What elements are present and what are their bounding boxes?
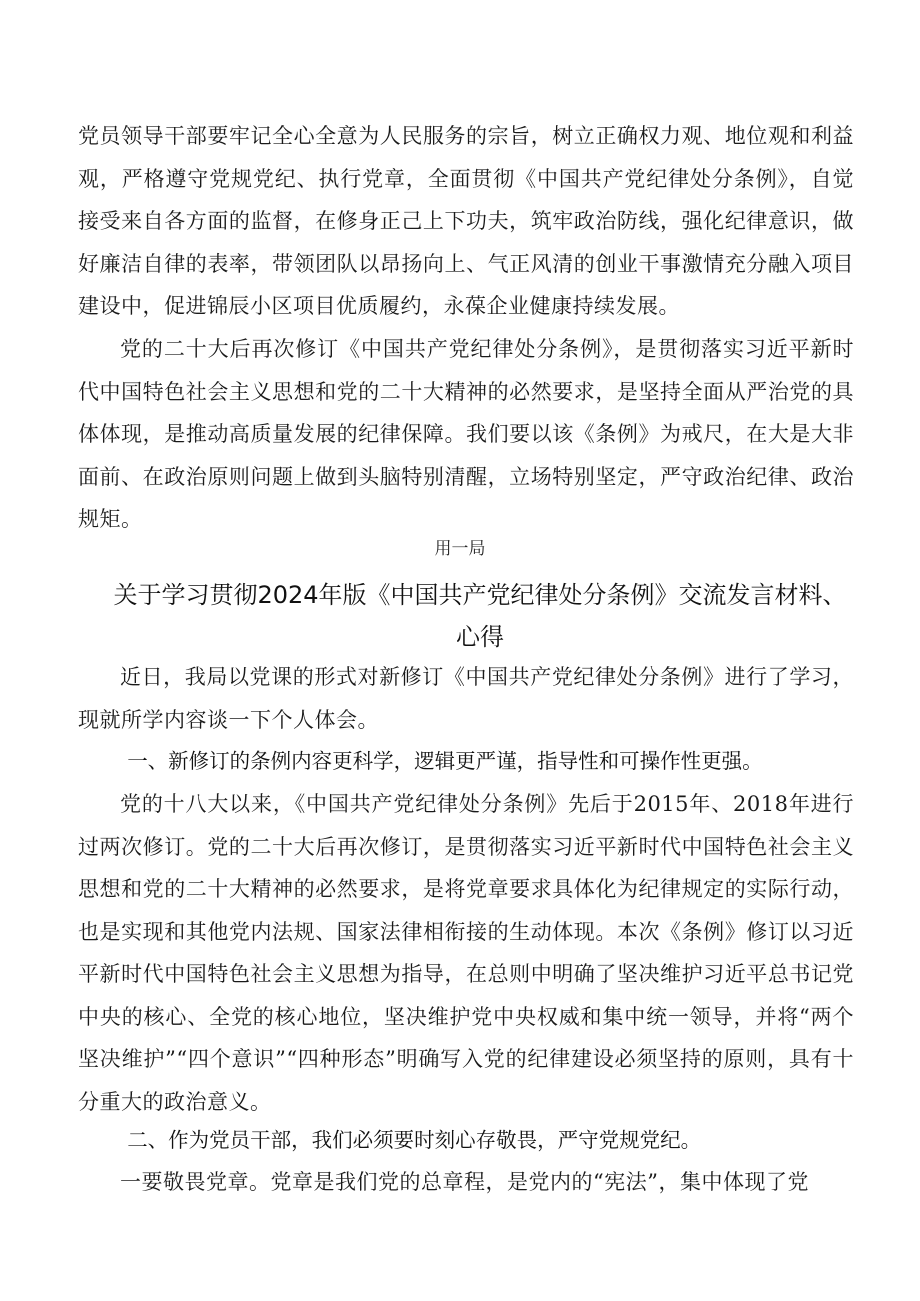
paragraph-4: 党的十八大以来，《中国共产党纪律处分条例》先后于2015年、2018年进行过两次修订。党的二十大后再次修订，是贯彻落实习近平新时代中国特色社会主义思想和党的二十大精神的必然要求，是将党章要求具体化为纪律规定的实际行动，也是实现和其他党内法规、国家法律相衔接的生动体现。本次《条例》修订以习近平新时代中国特色社会主义思想为指导，在总则中明确了坚决维护习近平总书记党中央的核心、全党的核心地位，坚决维护党中央权威和集中统一领导，并将“两个坚决维护”“四个意识”“四种形态”明确写入党的纪律建设必须坚持的原则，具有十分重大的政治意义。: [78, 792, 854, 1114]
paragraph-5: 一要敬畏党章。党章是我们党的总章程，是党内的“宪法”，集中体现了党: [120, 1170, 809, 1194]
paragraph-2: 党的二十大后再次修订《中国共产党纪律处分条例》，是贯彻落实习近平新时代中国特色社会主义思想和党的二十大精神的必然要求，是坚持全面从严治党的具体体现，是推动高质量发展的纪律保障。我们要以该《条例》为戒尺，在大是大非面前、在政治原则问题上做到头脑特别清醒，立场特别坚定，严守政治纪律、政治规矩。: [78, 337, 854, 531]
title-line-2: 心得: [456, 623, 504, 651]
heading-1: 一、新修订的条例内容更科学，逻辑更严谨，指导性和可操作性更强。: [127, 749, 763, 773]
paragraph-3: 近日，我局以党课的形式对新修订《中国共产党纪律处分条例》进行了学习，现就所学内容谈一下个人体会。: [78, 665, 854, 732]
heading-2: 二、作为党员干部，我们必须要时刻心存敬畏，严守党规党纪。: [127, 1128, 702, 1152]
paragraph-1: 党员领导干部要牢记全心全意为人民服务的宗旨，树立正确权力观、地位观和利益观，严格遵守党规党纪、执行党章，全面贯彻《中国共产党纪律处分条例》，自觉接受来自各方面的监督，在修身正己上下功夫，筑牢政治防线，强化纪律意识，做好廉洁自律的表率，带领团队以昂扬向上、气正风清的创业干事激情充分融入项目建设中，促进锦辰小区项目优质履约，永葆企业健康持续发展。: [78, 124, 854, 318]
title-line-1: 关于学习贯彻2024年版《中国共产党纪律处分条例》交流发言材料、: [113, 581, 847, 609]
document-title: [100, 574, 860, 658]
section-marker: 用一局: [434, 539, 486, 559]
